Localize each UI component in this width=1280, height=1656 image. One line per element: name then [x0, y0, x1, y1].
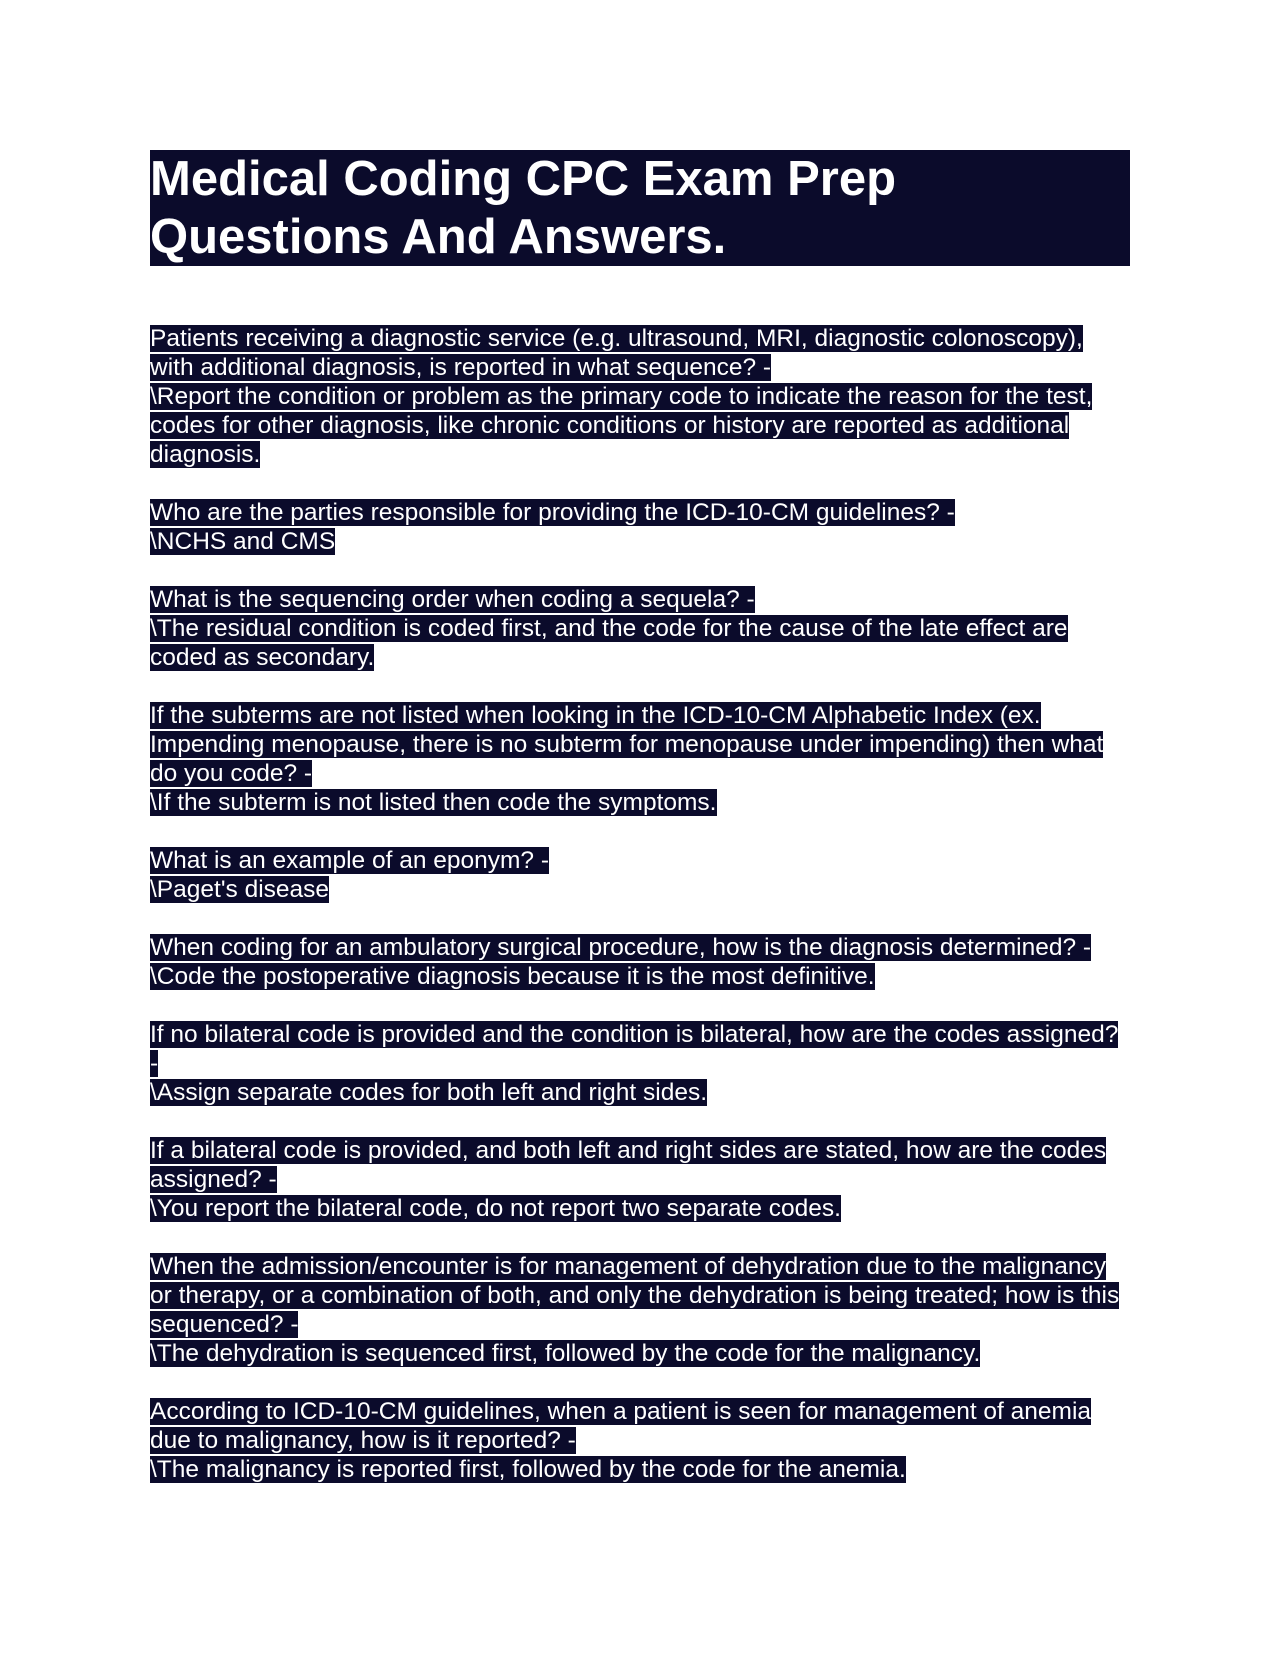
qa-item — [150, 933, 1130, 991]
answer-text: \Assign separate codes for both left and right sides. — [150, 1079, 708, 1106]
answer-text: \Report the condition or problem as the primary code to indicate the reason for the test, codes for other diagnosis, like chronic conditions or history are reported as additional diagnosis. — [150, 383, 1093, 468]
qa-item — [150, 1136, 1130, 1223]
qa-item — [150, 1252, 1130, 1368]
qa-item — [150, 846, 1130, 904]
document-page — [150, 150, 1130, 1513]
question-text: When coding for an ambulatory surgical procedure, how is the diagnosis determined? - — [150, 934, 1092, 961]
answer-text: \The malignancy is reported first, followed by the code for the anemia. — [150, 1456, 906, 1483]
qa-item — [150, 585, 1130, 672]
question-text: What is an example of an eponym? - — [150, 847, 550, 874]
question-text: What is the sequencing order when coding a sequela? - — [150, 586, 755, 613]
question-text: If a bilateral code is provided, and both left and right sides are stated, how are the codes assigned? - — [150, 1137, 1107, 1193]
document-title: Medical Coding CPC Exam Prep Questions And Answers. — [150, 150, 1130, 266]
qa-item — [150, 1020, 1130, 1107]
question-text: Who are the parties responsible for providing the ICD-10-CM guidelines? - — [150, 499, 955, 526]
qa-item — [150, 1397, 1130, 1484]
question-text: According to ICD-10-CM guidelines, when a patient is seen for management of anemia due to malignancy, how is it reported? - — [150, 1398, 1092, 1454]
question-text: When the admission/encounter is for management of dehydration due to the malignancy or therapy, or a combination of both, and only the dehydration is being treated; how is this sequenced? - — [150, 1253, 1120, 1338]
answer-text: \The dehydration is sequenced first, followed by the code for the malignancy. — [150, 1340, 981, 1367]
qa-item — [150, 701, 1130, 817]
qa-item — [150, 324, 1130, 469]
question-text: Patients receiving a diagnostic service (e.g. ultrasound, MRI, diagnostic colonoscopy), with additional diagnosis, is reported in what sequence? - — [150, 325, 1083, 381]
question-text: If no bilateral code is provided and the condition is bilateral, how are the codes assigned? - — [150, 1021, 1119, 1077]
answer-text: \NCHS and CMS — [150, 528, 336, 555]
qa-list — [150, 324, 1130, 1484]
answer-text: \The residual condition is coded first, and the code for the cause of the late effect are coded as secondary. — [150, 615, 1068, 671]
answer-text: \If the subterm is not listed then code the symptoms. — [150, 789, 717, 816]
qa-item — [150, 498, 1130, 556]
answer-text: \You report the bilateral code, do not report two separate codes. — [150, 1195, 841, 1222]
answer-text: \Paget's disease — [150, 876, 330, 903]
answer-text: \Code the postoperative diagnosis because it is the most definitive. — [150, 963, 875, 990]
question-text: If the subterms are not listed when looking in the ICD-10-CM Alphabetic Index (ex. Impending menopause, there is no subterm for menopause under impending) then what do you code? - — [150, 702, 1104, 787]
